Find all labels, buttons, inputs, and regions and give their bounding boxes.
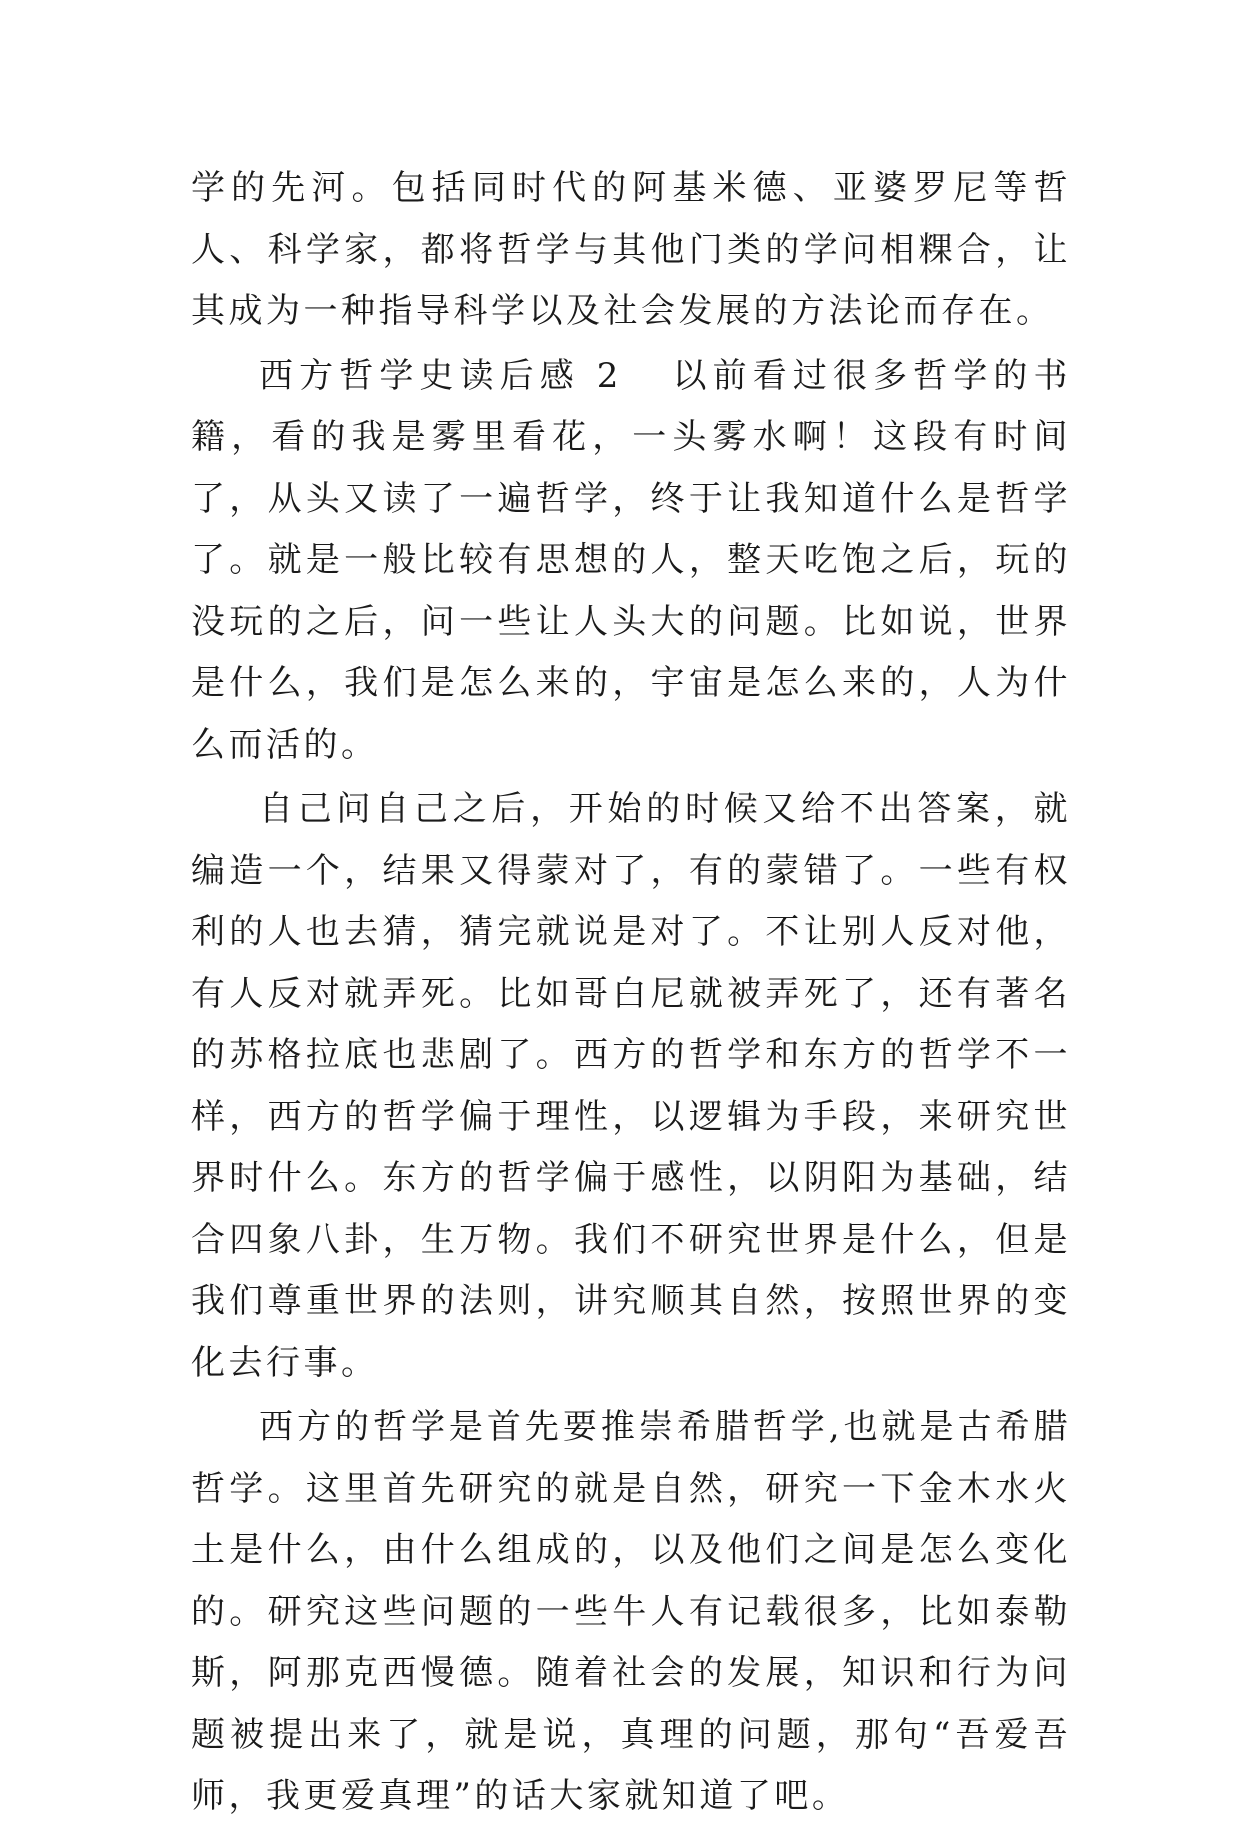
paragraph-4 [191,1397,1071,1828]
paragraph-2 [191,346,1071,777]
paragraph-1-text: 学的先河。包括同时代的阿基米德、亚婆罗尼等哲人、科学家，都将哲学与其他门类的学问相粿合，让其成为一种指导科学以及社会发展的方法论而存在。 [191,168,1071,331]
paragraph-2-text: 以前看过很多哲学的书籍，看的我是雾里看花，一头雾水啊！这段有时间了，从头又读了一遍哲学，终于让我知道什么是哲学了。就是一般比较有思想的人，整天吃饱之后，玩的没玩的之后，问一些让人头大的问题。比如说，世界是什么，我们是怎么来的，宇宙是怎么来的，人为什么而活的。 [191,355,1071,765]
paragraph-3-text: 自己问自己之后，开始的时候又给不出答案，就编造一个，结果又得蒙对了，有的蒙错了。一些有权利的人也去猜，猜完就说是对了。不让别人反对他，有人反对就弄死。比如哥白尼就被弄死了，还有著名的苏格拉底也悲剧了。西方的哲学和东方的哲学不一样，西方的哲学偏于理性，以逻辑为手段，来研究世界时什么。东方的哲学偏于感性，以阴阳为基础，结合四象八卦，生万物。我们不研究世界是什么，但是我们尊重世界的法则，讲究顺其自然，按照世界的变化去行事。 [191,789,1071,1383]
section-title: 西方哲学史读后感 2 [259,355,622,396]
paragraph-3 [191,779,1071,1394]
paragraph-1 [191,158,1071,343]
document-body [191,158,1071,1828]
paragraph-4-text: 西方的哲学是首先要推崇希腊哲学,也就是古希腊哲学。这里首先研究的就是自然，研究一下金木水火土是什么，由什么组成的，以及他们之间是怎么变化的。研究这些问题的一些牛人有记载很多，比如泰勒斯，阿那克西慢德。随着社会的发展，知识和行为问题被提出来了，就是说，真理的问题，那句“吾爱吾师，我更爱真理”的话大家就知道了吧。 [191,1407,1071,1816]
